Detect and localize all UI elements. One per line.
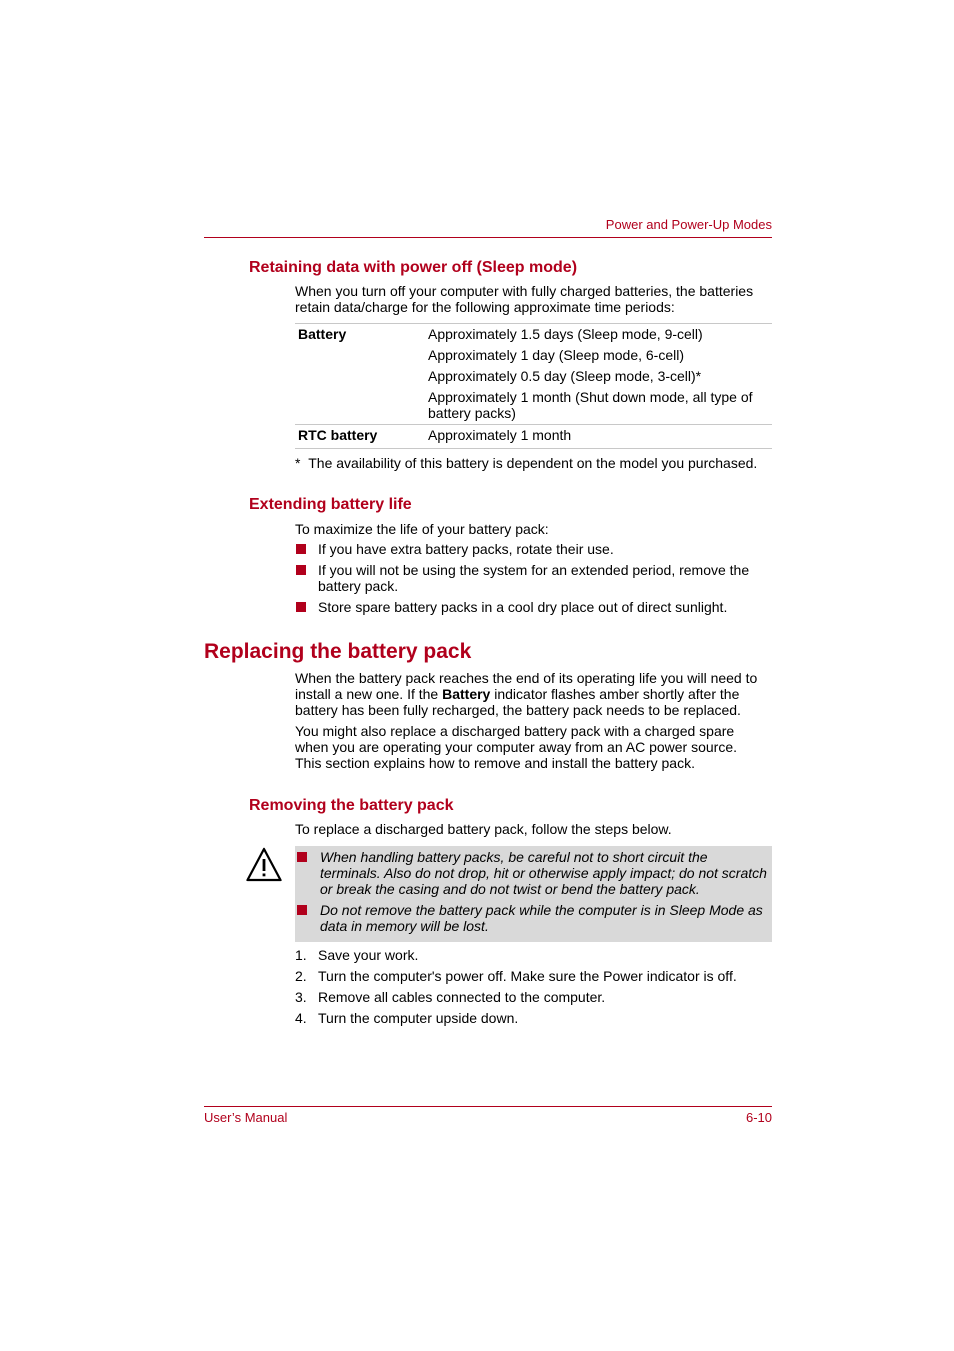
table-cell: Approximately 0.5 day (Sleep mode, 3-cell)*: [428, 368, 702, 384]
list-item-text: If you will not be using the system for an extended period, remove the battery pack.: [318, 562, 750, 594]
step-text: Save your work.: [318, 947, 419, 963]
step-text: Turn the computer's power off. Make sure the Power indicator is off.: [318, 968, 737, 984]
table-row: [295, 324, 772, 425]
sleep-mode-heading: Retaining data with power off (Sleep mode): [249, 259, 578, 276]
list-item: [295, 541, 772, 557]
battery-retention-table: [295, 323, 772, 449]
battery-indicator-term: Battery: [442, 686, 491, 702]
step-text: Remove all cables connected to the computer.: [318, 989, 606, 1005]
extending-bullet-list: [295, 541, 772, 620]
table-row: [295, 425, 772, 449]
step-number: 4.: [295, 1010, 307, 1026]
table-row-label: Battery: [295, 324, 428, 425]
list-item: [295, 1010, 772, 1026]
caution-item: [295, 902, 767, 934]
list-item: [295, 989, 772, 1005]
sleep-mode-intro: When you turn off your computer with fully charged batteries, the batteries retain data/charge for the following approximate time periods:: [295, 283, 754, 315]
caution-text: Do not remove the battery pack while the computer is in Sleep Mode as data in memory will be lost.: [320, 902, 763, 934]
bullet-square-icon: [297, 905, 307, 915]
footnote-mark: *: [295, 455, 301, 471]
bullet-square-icon: [296, 544, 306, 554]
table-row-label: RTC battery: [295, 425, 428, 449]
caution-box: [295, 846, 772, 942]
running-header: Power and Power-Up Modes: [605, 217, 772, 232]
bullet-square-icon: [297, 852, 307, 862]
list-item-text: If you have extra battery packs, rotate their use.: [318, 541, 614, 557]
step-text: Turn the computer upside down.: [318, 1010, 519, 1026]
extending-heading: Extending battery life: [249, 496, 412, 513]
extending-intro: To maximize the life of your battery pack:: [295, 521, 549, 537]
list-item-text: Store spare battery packs in a cool dry place out of direct sunlight.: [318, 599, 728, 615]
list-item: [295, 562, 772, 594]
table-cell: Approximately 1 month: [428, 427, 572, 443]
list-item: [295, 968, 772, 984]
footer-manual-title: User’s Manual: [204, 1110, 288, 1125]
header-rule: [204, 237, 772, 238]
list-item: [295, 599, 772, 615]
bullet-square-icon: [296, 602, 306, 612]
table-footnote: [295, 455, 775, 471]
caution-item: [295, 849, 767, 897]
bullet-square-icon: [296, 565, 306, 575]
step-number: 1.: [295, 947, 307, 963]
page-number: 6-10: [745, 1110, 772, 1125]
replacing-heading: Replacing the battery pack: [204, 640, 472, 663]
table-row-values: [428, 324, 772, 425]
warning-triangle-icon: [244, 845, 284, 883]
footer-rule: [204, 1106, 772, 1107]
table-cell: Approximately 1 month (Shut down mode, all type of battery packs): [428, 389, 753, 421]
footnote-text: The availability of this battery is dependent on the model you purchased.: [308, 455, 758, 471]
replacing-paragraph-1: [295, 670, 773, 718]
list-item: [295, 947, 772, 963]
removing-heading: Removing the battery pack: [249, 797, 454, 814]
step-number: 2.: [295, 968, 307, 984]
removal-steps-list: [295, 947, 772, 1031]
replacing-paragraph-2: You might also replace a discharged battery pack with a charged spare when you are operating your computer away from an AC power source. This section explains how to remove and install the battery pack.: [295, 723, 738, 771]
removing-intro: To replace a discharged battery pack, follow the steps below.: [295, 821, 672, 837]
caution-text: When handling battery packs, be careful not to short circuit the terminals. Also do not drop, hit or otherwise apply impact; do not scratch or break the casing and do not twist or bend the battery pack.: [320, 849, 767, 897]
table-cell: Approximately 1.5 days (Sleep mode, 9-cell): [428, 326, 703, 342]
table-row-values: [428, 425, 772, 449]
step-number: 3.: [295, 989, 307, 1005]
paragraph-text: When the battery pack reaches the end of its operating life you will need to install a new one. If the: [295, 670, 758, 702]
table-cell: Approximately 1 day (Sleep mode, 6-cell): [428, 347, 685, 363]
paragraph-text: indicator flashes amber shortly after the battery has been fully recharged, the battery pack needs to be replaced.: [295, 686, 741, 718]
